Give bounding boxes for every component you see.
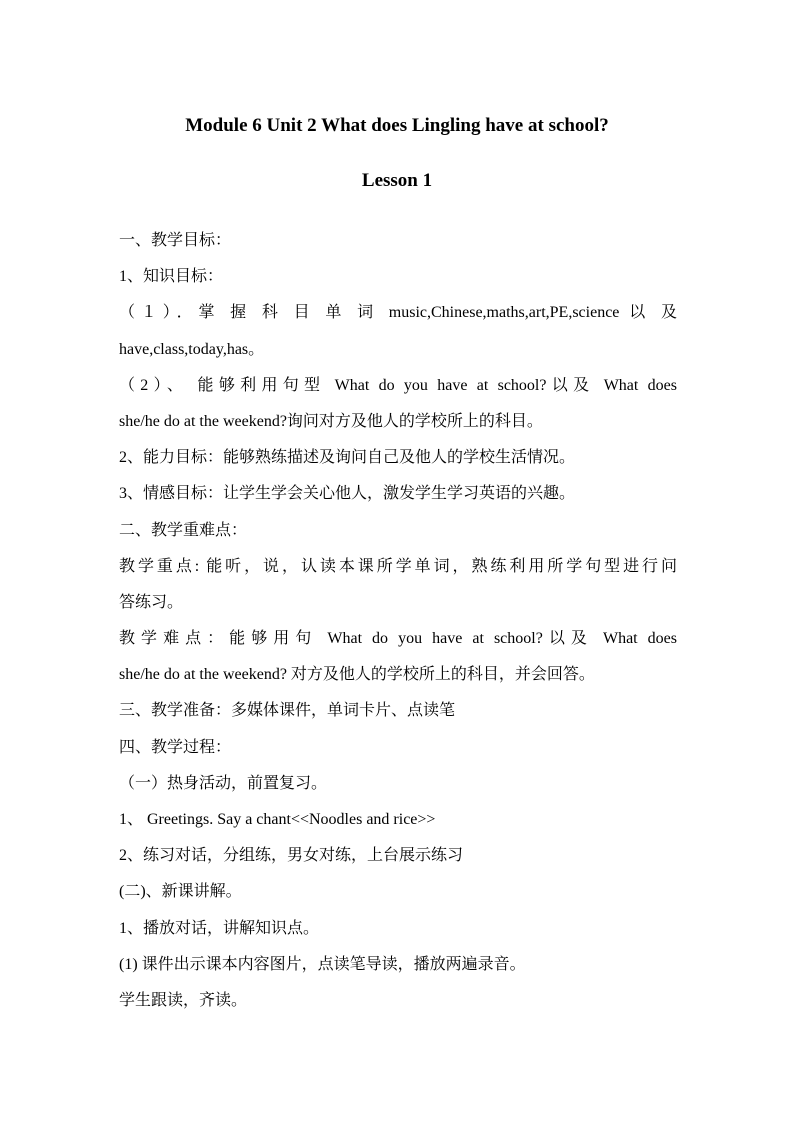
document-title: Module 6 Unit 2 What does Lingling have at school?: [185, 115, 609, 136]
subheading-warm-up: （一）热身活动，前置复习。: [119, 774, 328, 792]
subheading-ability-goals: 2、能力目标：能够熟练描述及询问自己及他人的学校生活情况。: [119, 449, 576, 467]
list-item: (1) 课件出示课本内容图片，点读笔导读，播放两遍录音。: [119, 955, 526, 973]
paragraph-line: have,class,today,has。: [119, 340, 265, 358]
subheading-emotional-goals: 3、情感目标：让学生学会关心他人，激发学生学习英语的兴趣。: [119, 485, 576, 503]
paragraph-line: 学生跟读，齐读。: [119, 991, 248, 1009]
list-item: 1、 Greetings. Say a chant<<Noodles and rice>>: [119, 811, 436, 828]
subheading-new-lesson: (二)、新课讲解。: [119, 883, 242, 901]
paragraph-line: 答练习。: [119, 593, 184, 611]
document-body: [119, 223, 677, 1019]
paragraph-line: 教学难点：能够用句 What do you have at school?以及 What does: [119, 630, 677, 648]
section-heading-key-difficult-points: 二、教学重难点：: [119, 521, 248, 539]
list-item: 1、播放对话，讲解知识点。: [119, 919, 320, 937]
subheading-knowledge-goals: 1、知识目标：: [119, 268, 224, 286]
paragraph-line: （１）．掌 握 科 目 单 词 music,Chinese,maths,art,PE,science 以 及: [119, 304, 677, 322]
section-heading-teaching-goals: 一、教学目标：: [119, 232, 232, 249]
paragraph-line: （2）、 能够利用句型 What do you have at school?以及 What does: [119, 376, 677, 394]
document-subtitle: Lesson 1: [361, 170, 433, 191]
paragraph-line: 教学重点: 能听，说，认读本课所学单词，熟练利用所学句型进行问: [119, 557, 677, 575]
section-heading-teaching-preparation: 三、教学准备：多媒体课件，单词卡片、点读笔: [119, 702, 456, 720]
list-item: 2、练习对话，分组练，男女对练，上台展示练习: [119, 847, 464, 865]
section-heading-teaching-process: 四、教学过程：: [119, 738, 232, 756]
paragraph-line: she/he do at the weekend? 对方及他人的学校所上的科目，并会回答。: [119, 666, 595, 684]
paragraph-line: she/he do at the weekend?询问对方及他人的学校所上的科目。: [119, 412, 543, 430]
